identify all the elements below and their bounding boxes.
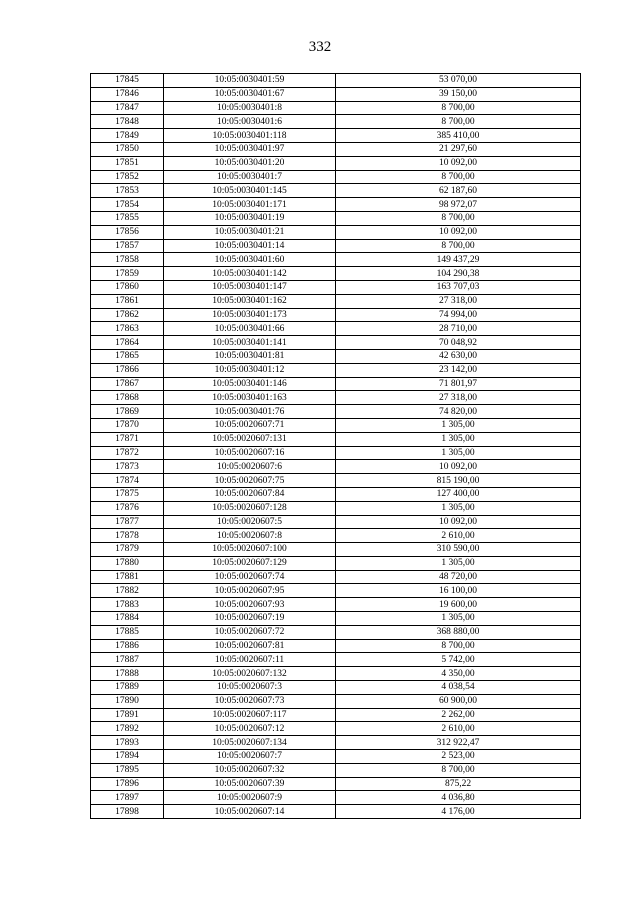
row-number-cell: 17875 — [91, 487, 164, 501]
row-number-cell: 17852 — [91, 170, 164, 184]
cadastral-number-cell: 10:05:0030401:60 — [164, 253, 336, 267]
table-row — [91, 129, 581, 143]
cadastral-number-cell: 10:05:0030401:59 — [164, 74, 336, 88]
table-row — [91, 584, 581, 598]
row-number-cell: 17872 — [91, 446, 164, 460]
row-number-cell: 17884 — [91, 612, 164, 626]
cadastral-number-cell: 10:05:0020607:100 — [164, 543, 336, 557]
row-number-cell: 17883 — [91, 598, 164, 612]
cadastral-number-cell: 10:05:0030401:8 — [164, 101, 336, 115]
cadastral-number-cell: 10:05:0030401:21 — [164, 225, 336, 239]
value-cell: 1 305,00 — [336, 418, 581, 432]
table-row — [91, 474, 581, 488]
value-cell: 368 880,00 — [336, 625, 581, 639]
cadastral-number-cell: 10:05:0020607:3 — [164, 681, 336, 695]
row-number-cell: 17845 — [91, 74, 164, 88]
table-row — [91, 791, 581, 805]
value-cell: 21 297,60 — [336, 142, 581, 156]
cadastral-number-cell: 10:05:0020607:7 — [164, 750, 336, 764]
value-cell: 16 100,00 — [336, 584, 581, 598]
row-number-cell: 17882 — [91, 584, 164, 598]
cadastral-number-cell: 10:05:0030401:163 — [164, 391, 336, 405]
row-number-cell: 17886 — [91, 639, 164, 653]
value-cell: 71 801,97 — [336, 377, 581, 391]
row-number-cell: 17854 — [91, 198, 164, 212]
table-row — [91, 529, 581, 543]
row-number-cell: 17857 — [91, 239, 164, 253]
table-body — [91, 74, 581, 819]
value-cell: 163 707,03 — [336, 280, 581, 294]
row-number-cell: 17876 — [91, 501, 164, 515]
row-number-cell: 17866 — [91, 363, 164, 377]
table-row — [91, 722, 581, 736]
table-row — [91, 87, 581, 101]
value-cell: 815 190,00 — [336, 474, 581, 488]
row-number-cell: 17885 — [91, 625, 164, 639]
cadastral-number-cell: 10:05:0020607:5 — [164, 515, 336, 529]
cadastral-number-cell: 10:05:0030401:12 — [164, 363, 336, 377]
table-row — [91, 515, 581, 529]
row-number-cell: 17861 — [91, 294, 164, 308]
row-number-cell: 17851 — [91, 156, 164, 170]
value-cell: 23 142,00 — [336, 363, 581, 377]
value-cell: 127 400,00 — [336, 487, 581, 501]
table-row — [91, 639, 581, 653]
value-cell: 39 150,00 — [336, 87, 581, 101]
value-cell: 1 305,00 — [336, 556, 581, 570]
table-row — [91, 336, 581, 350]
cadastral-number-cell: 10:05:0020607:72 — [164, 625, 336, 639]
table-row — [91, 418, 581, 432]
row-number-cell: 17870 — [91, 418, 164, 432]
cadastral-number-cell: 10:05:0020607:84 — [164, 487, 336, 501]
table-row — [91, 101, 581, 115]
cadastral-number-cell: 10:05:0030401:171 — [164, 198, 336, 212]
value-cell: 53 070,00 — [336, 74, 581, 88]
table-row — [91, 294, 581, 308]
value-cell: 8 700,00 — [336, 115, 581, 129]
row-number-cell: 17897 — [91, 791, 164, 805]
cadastral-number-cell: 10:05:0030401:14 — [164, 239, 336, 253]
value-cell: 42 630,00 — [336, 349, 581, 363]
table-row — [91, 570, 581, 584]
cadastral-number-cell: 10:05:0020607:131 — [164, 432, 336, 446]
table-row — [91, 694, 581, 708]
table-row — [91, 487, 581, 501]
cadastral-number-cell: 10:05:0020607:74 — [164, 570, 336, 584]
cadastral-number-cell: 10:05:0020607:128 — [164, 501, 336, 515]
table-row — [91, 432, 581, 446]
value-cell: 8 700,00 — [336, 639, 581, 653]
table-row — [91, 667, 581, 681]
value-cell: 1 305,00 — [336, 446, 581, 460]
table-row — [91, 625, 581, 639]
table-row — [91, 501, 581, 515]
row-number-cell: 17849 — [91, 129, 164, 143]
cadastral-number-cell: 10:05:0030401:76 — [164, 405, 336, 419]
table-row — [91, 708, 581, 722]
row-number-cell: 17853 — [91, 184, 164, 198]
row-number-cell: 17846 — [91, 87, 164, 101]
value-cell: 62 187,60 — [336, 184, 581, 198]
row-number-cell: 17878 — [91, 529, 164, 543]
cadastral-number-cell: 10:05:0020607:129 — [164, 556, 336, 570]
row-number-cell: 17880 — [91, 556, 164, 570]
row-number-cell: 17862 — [91, 308, 164, 322]
row-number-cell: 17879 — [91, 543, 164, 557]
cadastral-number-cell: 10:05:0030401:19 — [164, 211, 336, 225]
table-row — [91, 736, 581, 750]
cadastral-number-cell: 10:05:0020607:12 — [164, 722, 336, 736]
row-number-cell: 17864 — [91, 336, 164, 350]
table-row — [91, 253, 581, 267]
table-row — [91, 363, 581, 377]
row-number-cell: 17877 — [91, 515, 164, 529]
table-row — [91, 391, 581, 405]
row-number-cell: 17892 — [91, 722, 164, 736]
value-cell: 8 700,00 — [336, 763, 581, 777]
table-row — [91, 405, 581, 419]
row-number-cell: 17858 — [91, 253, 164, 267]
page-number: 332 — [308, 39, 332, 55]
table-row — [91, 446, 581, 460]
cadastral-number-cell: 10:05:0030401:162 — [164, 294, 336, 308]
table-row — [91, 225, 581, 239]
cadastral-number-cell: 10:05:0020607:14 — [164, 805, 336, 819]
row-number-cell: 17896 — [91, 777, 164, 791]
value-cell: 10 092,00 — [336, 156, 581, 170]
cadastral-number-cell: 10:05:0020607:16 — [164, 446, 336, 460]
row-number-cell: 17865 — [91, 349, 164, 363]
value-cell: 10 092,00 — [336, 515, 581, 529]
value-cell: 60 900,00 — [336, 694, 581, 708]
cadastral-number-cell: 10:05:0030401:66 — [164, 322, 336, 336]
cadastral-number-cell: 10:05:0020607:81 — [164, 639, 336, 653]
row-number-cell: 17868 — [91, 391, 164, 405]
cadastral-number-cell: 10:05:0020607:132 — [164, 667, 336, 681]
cadastral-number-cell: 10:05:0030401:141 — [164, 336, 336, 350]
value-cell: 27 318,00 — [336, 391, 581, 405]
table-row — [91, 805, 581, 819]
row-number-cell: 17847 — [91, 101, 164, 115]
value-cell: 2 262,00 — [336, 708, 581, 722]
value-cell: 4 350,00 — [336, 667, 581, 681]
table-row — [91, 750, 581, 764]
value-cell: 74 994,00 — [336, 308, 581, 322]
value-cell: 28 710,00 — [336, 322, 581, 336]
value-cell: 2 610,00 — [336, 529, 581, 543]
value-cell: 5 742,00 — [336, 653, 581, 667]
cadastral-number-cell: 10:05:0020607:11 — [164, 653, 336, 667]
value-cell: 1 305,00 — [336, 612, 581, 626]
value-cell: 19 600,00 — [336, 598, 581, 612]
value-cell: 70 048,92 — [336, 336, 581, 350]
table-row — [91, 598, 581, 612]
row-number-cell: 17881 — [91, 570, 164, 584]
cadastral-number-cell: 10:05:0020607:19 — [164, 612, 336, 626]
cadastral-number-cell: 10:05:0020607:93 — [164, 598, 336, 612]
row-number-cell: 17859 — [91, 267, 164, 281]
row-number-cell: 17890 — [91, 694, 164, 708]
value-cell: 4 036,80 — [336, 791, 581, 805]
value-cell: 385 410,00 — [336, 129, 581, 143]
cadastral-number-cell: 10:05:0030401:147 — [164, 280, 336, 294]
value-cell: 98 972,07 — [336, 198, 581, 212]
table-row — [91, 170, 581, 184]
cadastral-number-cell: 10:05:0030401:20 — [164, 156, 336, 170]
table-row — [91, 653, 581, 667]
cadastral-number-cell: 10:05:0020607:71 — [164, 418, 336, 432]
cadastral-number-cell: 10:05:0030401:97 — [164, 142, 336, 156]
table-row — [91, 156, 581, 170]
cadastral-number-cell: 10:05:0020607:134 — [164, 736, 336, 750]
table-row — [91, 239, 581, 253]
value-cell: 310 590,00 — [336, 543, 581, 557]
table-row — [91, 377, 581, 391]
cadastral-number-cell: 10:05:0030401:142 — [164, 267, 336, 281]
row-number-cell: 17863 — [91, 322, 164, 336]
value-cell: 8 700,00 — [336, 170, 581, 184]
table-row — [91, 280, 581, 294]
table-row — [91, 322, 581, 336]
row-number-cell: 17873 — [91, 460, 164, 474]
cadastral-number-cell: 10:05:0020607:6 — [164, 460, 336, 474]
cadastral-number-cell: 10:05:0020607:39 — [164, 777, 336, 791]
row-number-cell: 17848 — [91, 115, 164, 129]
table-row — [91, 460, 581, 474]
table-row — [91, 198, 581, 212]
value-cell: 8 700,00 — [336, 101, 581, 115]
row-number-cell: 17869 — [91, 405, 164, 419]
row-number-cell: 17867 — [91, 377, 164, 391]
table-row — [91, 556, 581, 570]
value-cell: 1 305,00 — [336, 501, 581, 515]
cadastral-value-table — [90, 73, 581, 819]
cadastral-number-cell: 10:05:0030401:173 — [164, 308, 336, 322]
table-row — [91, 267, 581, 281]
value-cell: 10 092,00 — [336, 225, 581, 239]
cadastral-number-cell: 10:05:0020607:8 — [164, 529, 336, 543]
cadastral-number-cell: 10:05:0030401:67 — [164, 87, 336, 101]
row-number-cell: 17895 — [91, 763, 164, 777]
cadastral-number-cell: 10:05:0030401:118 — [164, 129, 336, 143]
value-cell: 8 700,00 — [336, 239, 581, 253]
table-row — [91, 308, 581, 322]
cadastral-number-cell: 10:05:0020607:73 — [164, 694, 336, 708]
table-row — [91, 543, 581, 557]
value-cell: 8 700,00 — [336, 211, 581, 225]
row-number-cell: 17891 — [91, 708, 164, 722]
row-number-cell: 17887 — [91, 653, 164, 667]
value-cell: 149 437,29 — [336, 253, 581, 267]
table-row — [91, 763, 581, 777]
row-number-cell: 17889 — [91, 681, 164, 695]
value-cell: 4 176,00 — [336, 805, 581, 819]
value-cell: 4 038,54 — [336, 681, 581, 695]
row-number-cell: 17874 — [91, 474, 164, 488]
cadastral-number-cell: 10:05:0020607:117 — [164, 708, 336, 722]
cadastral-number-cell: 10:05:0030401:146 — [164, 377, 336, 391]
row-number-cell: 17855 — [91, 211, 164, 225]
cadastral-number-cell: 10:05:0020607:32 — [164, 763, 336, 777]
table-row — [91, 142, 581, 156]
value-cell: 875,22 — [336, 777, 581, 791]
cadastral-number-cell: 10:05:0020607:9 — [164, 791, 336, 805]
cadastral-number-cell: 10:05:0020607:95 — [164, 584, 336, 598]
cadastral-number-cell: 10:05:0020607:75 — [164, 474, 336, 488]
row-number-cell: 17898 — [91, 805, 164, 819]
cadastral-number-cell: 10:05:0030401:7 — [164, 170, 336, 184]
table-row — [91, 777, 581, 791]
row-number-cell: 17888 — [91, 667, 164, 681]
value-cell: 1 305,00 — [336, 432, 581, 446]
table-row — [91, 612, 581, 626]
cadastral-number-cell: 10:05:0030401:145 — [164, 184, 336, 198]
table-row — [91, 184, 581, 198]
table-row — [91, 681, 581, 695]
table-row — [91, 211, 581, 225]
cadastral-number-cell: 10:05:0030401:81 — [164, 349, 336, 363]
table-row — [91, 349, 581, 363]
value-cell: 312 922,47 — [336, 736, 581, 750]
row-number-cell: 17856 — [91, 225, 164, 239]
value-cell: 10 092,00 — [336, 460, 581, 474]
row-number-cell: 17860 — [91, 280, 164, 294]
table-row — [91, 115, 581, 129]
row-number-cell: 17894 — [91, 750, 164, 764]
value-cell: 48 720,00 — [336, 570, 581, 584]
row-number-cell: 17893 — [91, 736, 164, 750]
table-row — [91, 74, 581, 88]
value-cell: 2 523,00 — [336, 750, 581, 764]
value-cell: 2 610,00 — [336, 722, 581, 736]
value-cell: 27 318,00 — [336, 294, 581, 308]
cadastral-number-cell: 10:05:0030401:6 — [164, 115, 336, 129]
value-cell: 74 820,00 — [336, 405, 581, 419]
value-cell: 104 290,38 — [336, 267, 581, 281]
row-number-cell: 17850 — [91, 142, 164, 156]
row-number-cell: 17871 — [91, 432, 164, 446]
